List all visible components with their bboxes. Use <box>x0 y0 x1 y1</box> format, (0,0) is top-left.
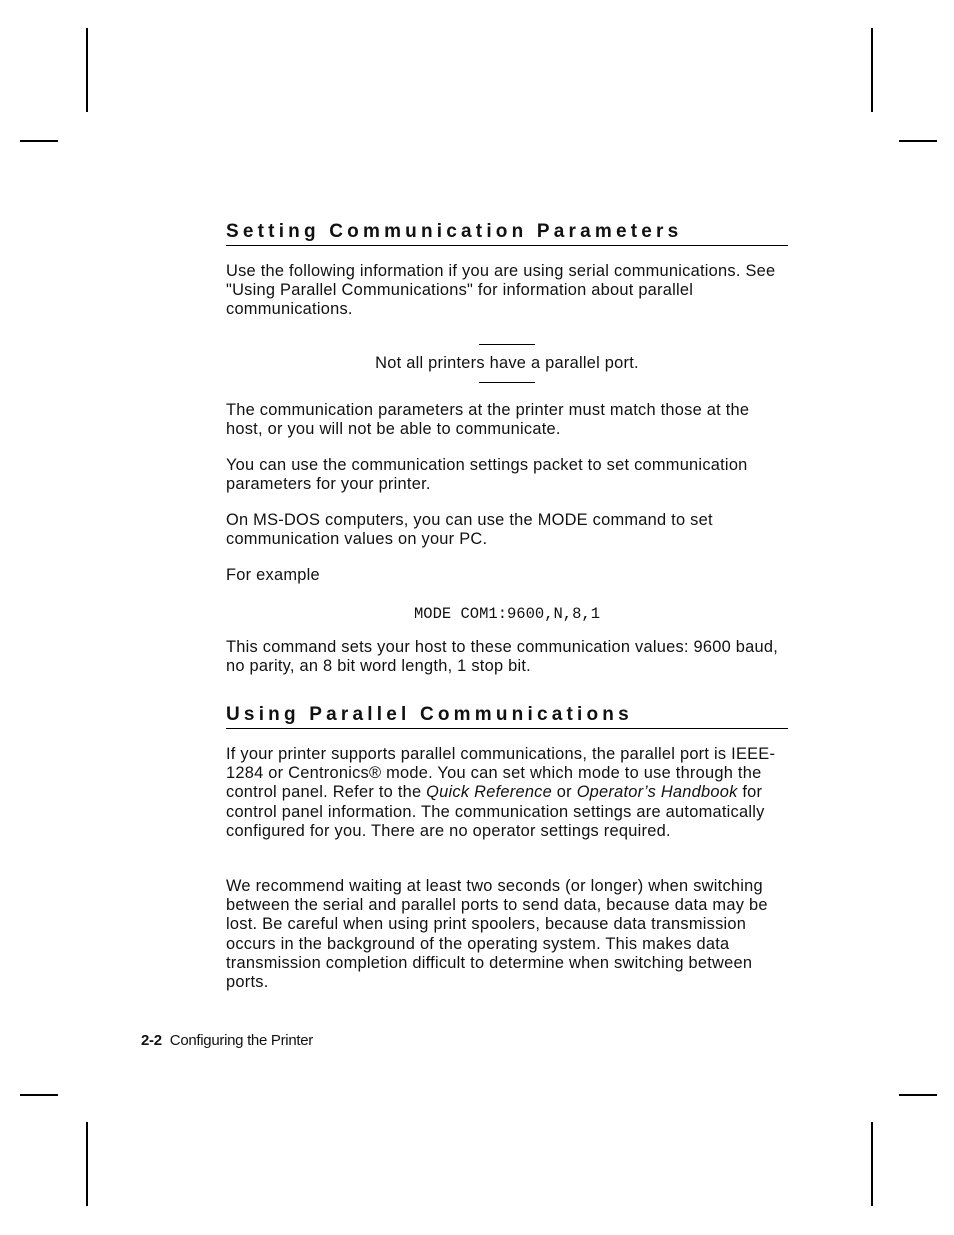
crop-mark-top-left-vertical <box>86 28 88 112</box>
note-rule-bottom <box>479 382 535 383</box>
crop-mark-bottom-left-horizontal <box>20 1094 58 1096</box>
crop-mark-top-left-horizontal <box>20 140 58 142</box>
example-label: For example <box>226 566 320 584</box>
parallel-text-b: or <box>552 783 577 802</box>
parameters-match-paragraph: The communication parameters at the printer must match those at the host, or you will not be able to communicate. <box>226 401 750 439</box>
operators-handbook-title: Operator’s Handbook <box>576 783 738 802</box>
note-text: Not all printers have a parallel port. <box>375 354 639 372</box>
parallel-port-paragraph <box>226 745 788 841</box>
intro-paragraph: Use the following information if you are using serial communications. See "Using Parallel Communications" for information about parallel communications. <box>226 262 776 319</box>
switching-ports-paragraph: We recommend waiting at least two seconds (or longer) when switching between the serial and parallel ports to send data, because data may be lost. Be careful when using print spoolers, because data transmission occurs in the background of the operating system. This makes data transmission completion difficult to determine when switching between ports. <box>226 877 768 992</box>
page-number: 2-2 <box>141 1032 162 1049</box>
note-rule-top <box>479 344 535 345</box>
crop-mark-bottom-right-horizontal <box>899 1094 937 1096</box>
quick-reference-title: Quick Reference <box>426 783 552 802</box>
crop-mark-bottom-right-vertical <box>871 1122 873 1206</box>
command-result-paragraph: This command sets your host to these communication values: 9600 baud, no parity, an 8 bit word length, 1 stop bit. <box>226 638 779 676</box>
crop-mark-top-right-vertical <box>871 28 873 112</box>
page-footer <box>141 1031 313 1051</box>
crop-mark-top-right-horizontal <box>899 140 937 142</box>
parallel-text-a: If your printer supports parallel communications, the parallel port is IEEE-1284 or Centronics® mode. You can set which mode to use through the control panel. Refer to the <box>226 745 776 802</box>
settings-packet-paragraph: You can use the communication settings packet to set communication parameters for your printer. <box>226 456 748 494</box>
chapter-title: Configuring the Printer <box>169 1032 313 1049</box>
mode-command-paragraph: On MS-DOS computers, you can use the MODE command to set communication values on your PC. <box>226 511 713 549</box>
crop-mark-bottom-left-vertical <box>86 1122 88 1206</box>
example-code: MODE COM1:9600,N,8,1 <box>413 605 601 623</box>
section-heading-parallel-communications: Using Parallel Communications <box>226 704 788 729</box>
parallel-text-c: for control panel information. The communication settings are automatically configured for you. There are no operator settings required. <box>226 783 765 840</box>
section-heading-communication-parameters: Setting Communication Parameters <box>226 221 788 246</box>
